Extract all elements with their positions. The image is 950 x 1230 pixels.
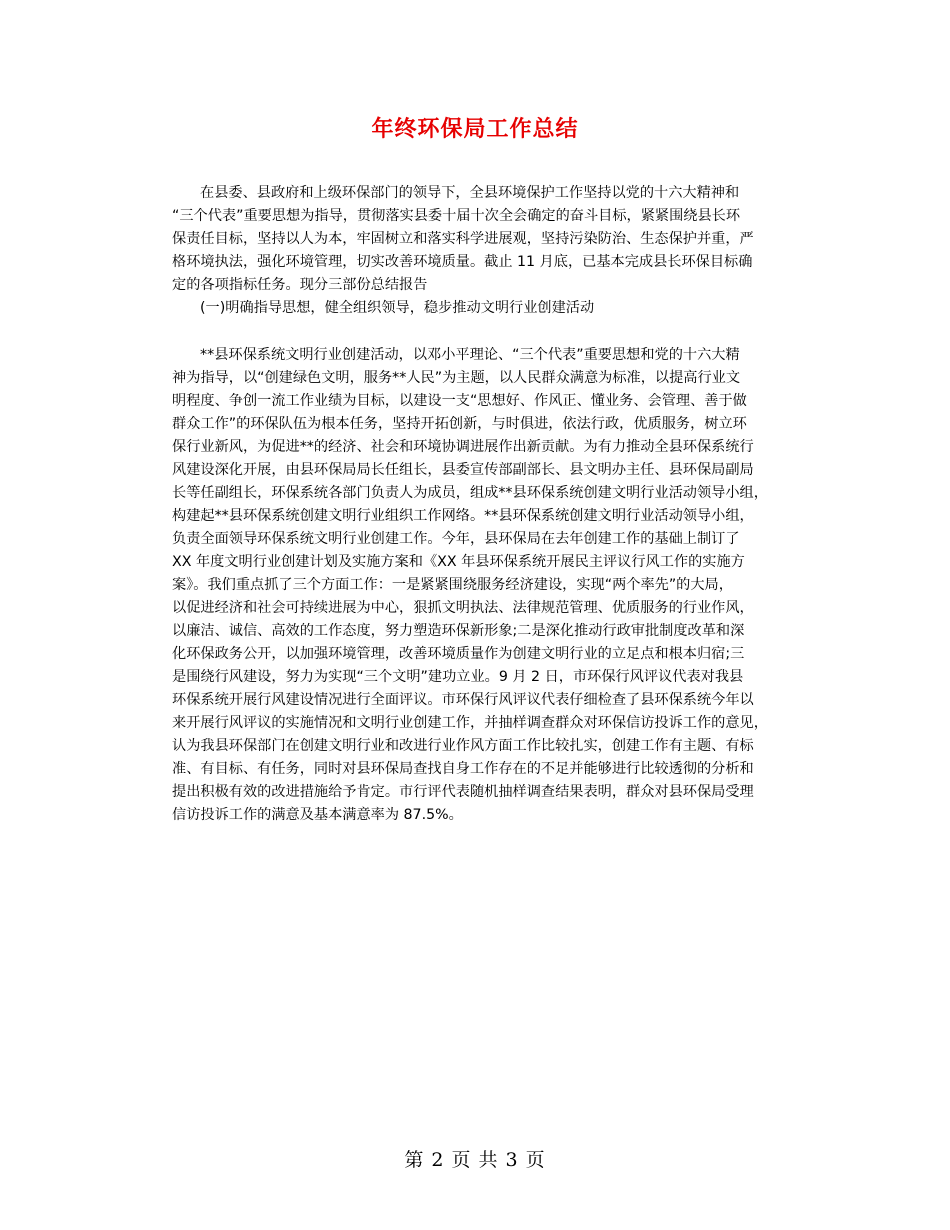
paragraph-line: 提出积极有效的改进措施给予肯定。市行评代表随机抽样调查结果表明，群众对县环保局受理 bbox=[172, 784, 754, 800]
paragraph-section-one bbox=[172, 344, 827, 827]
paragraph-intro bbox=[172, 182, 827, 297]
page-number: 第 2 页 共 3 页 bbox=[404, 1149, 546, 1171]
paragraph-line: XX 年度文明行业创建计划及实施方案和《XX 年县环保系统开展民主评议行风工作的实施方 bbox=[172, 554, 745, 570]
paragraph-line: 化环保政务公开，以加强环境管理，改善环境质量作为创建文明行业的立足点和根本归宿;三 bbox=[172, 646, 745, 662]
paragraph-line: **县环保系统文明行业创建活动，以邓小平理论、“三个代表”重要思想和党的十六大精 bbox=[200, 347, 740, 363]
paragraph-line: 准、有目标、有任务，同时对县环保局查找自身工作存在的不足并能够进行比较透彻的分析和 bbox=[172, 761, 754, 777]
paragraph-line: 在县委、县政府和上级环保部门的领导下，全县环境保护工作坚持以党的十六大精神和 bbox=[200, 185, 740, 201]
document-title: 年终环保局工作总结 bbox=[371, 117, 579, 142]
paragraph-line: 神为指导，以“创建绿色文明，服务**人民”为主题，以人民群众满意为标准，以提高行业文 bbox=[172, 370, 741, 386]
document-body bbox=[172, 182, 827, 827]
section-heading: (一)明确指导思想，健全组织领导，稳步推动文明行业创建活动 bbox=[200, 300, 595, 316]
paragraph-line: 明程度、争创一流工作业绩为目标，以建设一支“思想好、作风正、懂业务、会管理、善于做 bbox=[172, 393, 747, 409]
paragraph-line: 案》。我们重点抓了三个方面工作：一是紧紧围绕服务经济建设，实现“两个率先”的大局， bbox=[172, 577, 733, 593]
paragraph-line: 信访投诉工作的满意及基本满意率为 87.5%。 bbox=[172, 807, 463, 823]
paragraph-line: 定的各项指标任务。现分三部份总结报告 bbox=[172, 277, 428, 293]
paragraph-spacer bbox=[172, 320, 827, 344]
paragraph-line: 环保系统开展行风建设情况进行全面评议。市环保行风评议代表仔细检查了县环保系统今年以 bbox=[172, 692, 754, 708]
paragraph-line: 是围绕行风建设，努力为实现“三个文明”建功立业。9 月 2 日，市环保行风评议代表对我县 bbox=[172, 669, 744, 685]
paragraph-line: 来开展行风评议的实施情况和文明行业创建工作，并抽样调查群众对环保信访投诉工作的意见， bbox=[172, 715, 768, 731]
paragraph-line: 认为我县环保部门在创建文明行业和改进行业作风方面工作比较扎实，创建工作有主题、有标 bbox=[172, 738, 754, 754]
paragraph-line: 负责全面领导环保系统文明行业创建工作。今年，县环保局在去年创建工作的基础上制订了 bbox=[172, 531, 740, 547]
paragraph-line: 保行业新风，为促进**的经济、社会和环境协调进展作出新贡献。为有力推动全县环保系统行 bbox=[172, 439, 754, 455]
paragraph-line: 风建设深化开展，由县环保局局长任组长，县委宣传部副部长、县文明办主任、县环保局副局 bbox=[172, 462, 754, 478]
paragraph-line: 群众工作”的环保队伍为根本任务，坚持开拓创新，与时俱进，依法行政，优质服务，树立环 bbox=[172, 416, 747, 432]
paragraph-line: 以廉洁、诚信、高效的工作态度，努力塑造环保新形象;二是深化推动行政审批制度改革和深 bbox=[172, 623, 745, 639]
paragraph-line: 构建起**县环保系统创建文明行业组织工作网络。**县环保系统创建文明行业活动领导小组， bbox=[172, 508, 754, 524]
paragraph-line: “三个代表”重要思想为指导，贯彻落实县委十届十次全会确定的奋斗目标，紧紧围绕县长环 bbox=[172, 208, 741, 224]
paragraph-line: 以促进经济和社会可持续进展为中心，狠抓文明执法、法律规范管理、优质服务的行业作风， bbox=[172, 600, 754, 616]
paragraph-line: 长等任副组长，环保系统各部门负责人为成员，组成**县环保系统创建文明行业活动领导小组， bbox=[172, 485, 768, 501]
paragraph-line: 保责任目标，坚持以人为本，牢固树立和落实科学进展观，坚持污染防治、生态保护并重，严 bbox=[172, 231, 754, 247]
paragraph-line: 格环境执法，强化环境管理，切实改善环境质量。截止 11 月底，已基本完成县长环保目标确 bbox=[172, 254, 753, 270]
